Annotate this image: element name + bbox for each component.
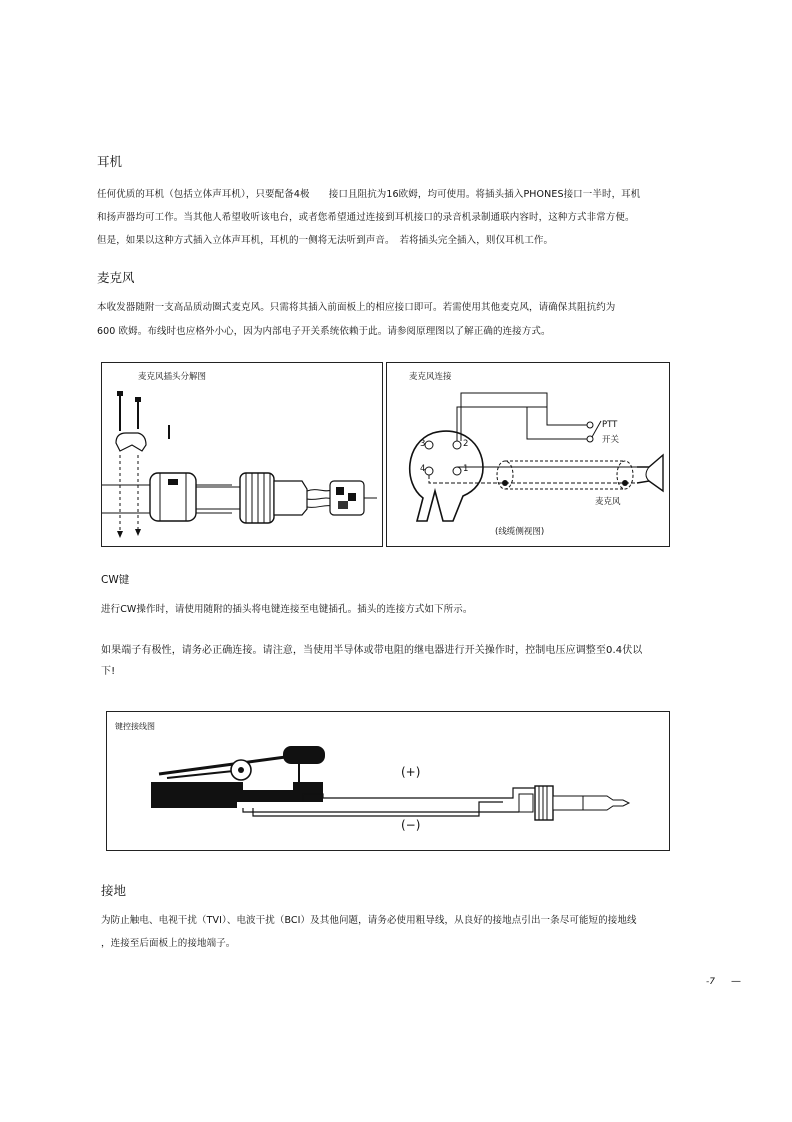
key-wiring-figure-caption: 键控接线图 [115, 722, 155, 731]
ptt-label: PTT [602, 420, 618, 430]
pin-2-label: 2 [463, 439, 469, 449]
pin-1-label: 1 [463, 464, 469, 474]
key-wiring-figure [106, 711, 670, 851]
mic-label: 麦克风 [595, 497, 621, 507]
headphones-line-3: 但是，如果以这种方式插入立体声耳机，耳机的一侧将无法听到声音。 若将插头完全插入，则仅耳机工作。 [97, 235, 554, 246]
microphone-line-2: 600 欧姆。布线时也应格外小心，因为内部电子开关系统依赖于此。请参阅原理图以了解正确的连接方式。 [97, 326, 551, 337]
page-number: -7 [706, 977, 715, 987]
pin-4-label: 4 [420, 464, 426, 474]
headphones-line-1: 任何优质的耳机（包括立体声耳机），只要配备4极 接口且阻抗为16欧姆，均可使用。将插头插入PHONES接口一半时，耳机 [97, 189, 641, 200]
negative-terminal-label: (−) [401, 818, 421, 832]
cw-note-line-2: 下! [101, 666, 116, 677]
switch-label: 开关 [602, 435, 620, 445]
mic-plug-drawing [102, 363, 382, 546]
mic-connection-figure [386, 362, 670, 547]
cw-line-1: 进行CW操作时，请使用随附的插头将电键连接至电键插孔。插头的连接方式如下所示。 [101, 604, 473, 615]
cw-note-line-1: 如果端子有极性，请务必正确连接。请注意，当使用半导体或带电阻的继电器进行开关操作时，控制电压应调整至0.4伏以 [101, 645, 643, 656]
mic-connection-figure-caption: 麦克风连接 [409, 372, 452, 382]
footer-dash: — [731, 976, 741, 987]
ground-line-2: ，连接至后面板上的接地端子。 [101, 938, 236, 949]
headphones-heading: 耳机 [97, 154, 123, 169]
microphone-heading: 麦克风 [97, 270, 135, 285]
microphone-line-1: 本收发器随附一支高品质动圈式麦克风。只需将其插入前面板上的相应接口即可。若需使用其他麦克风，请确保其阻抗约为 [97, 302, 616, 313]
mic-plug-exploded-figure [101, 362, 383, 547]
ground-heading: 接地 [101, 883, 127, 898]
cw-heading: CW键 [101, 574, 130, 586]
positive-terminal-label: (+) [401, 765, 421, 779]
mic-connection-drawing [387, 363, 669, 546]
key-wiring-drawing [107, 712, 669, 850]
pin-3-label: 3 [420, 439, 426, 449]
ground-line-1: 为防止触电、电视干扰（TVI）、电波干扰（BCI）及其他问题，请务必使用粗导线，从良好的接地点引出一条尽可能短的接地线 [101, 915, 637, 926]
cable-view-label: (线缆侧视图) [495, 527, 545, 537]
mic-plug-figure-caption: 麦克风插头分解图 [138, 372, 207, 382]
headphones-line-2: 和扬声器均可工作。当其他人希望收听该电台，或者您希望通过连接到耳机接口的录音机录制通联内容时，这种方式非常方便。 [97, 212, 635, 223]
